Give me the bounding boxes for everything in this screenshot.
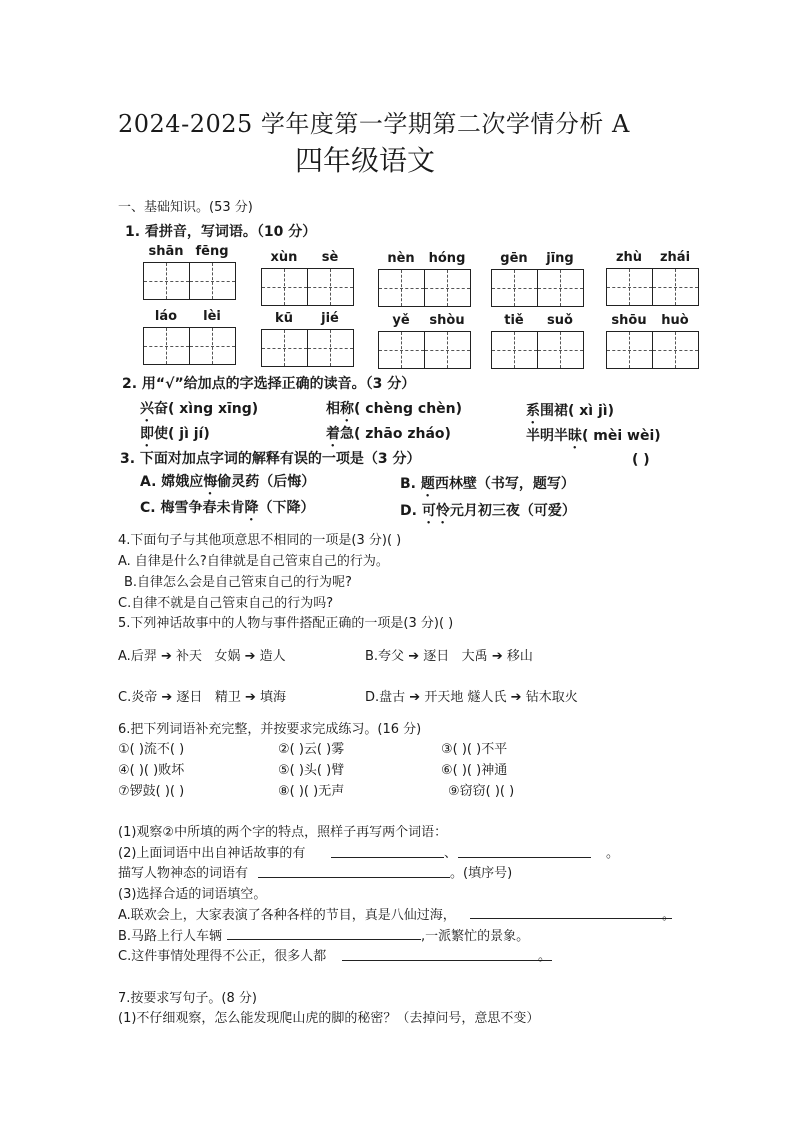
q6-fill-b-end: ,一派繁忙的景象。 <box>421 929 530 944</box>
writing-grid-box[interactable] <box>378 331 471 369</box>
q3-prompt: 3. 下面对加点字词的解释有误的一项是（3 分） <box>120 451 421 467</box>
q6-word-1[interactable]: ①( )流不( ) <box>118 742 185 757</box>
writing-grid-cell[interactable] <box>308 330 354 366</box>
writing-grid-box[interactable] <box>143 262 236 300</box>
q3-option-b[interactable]: B. 题西林壁（书写，题写） <box>400 476 575 492</box>
q6-word-3[interactable]: ③( )( )不平 <box>441 742 508 757</box>
pinyin-syllable: shòu <box>429 313 465 328</box>
q5-option-d[interactable]: D.盘古 ➔ 开天地 燧人氏 ➔ 钻木取火 <box>365 690 578 705</box>
q3-answer-paren[interactable]: ( ) <box>632 452 650 468</box>
q6-word-4[interactable]: ④( )( )败坏 <box>118 763 185 778</box>
pinyin-syllable: shān <box>148 244 184 259</box>
q6-sub2a-sep: 、 <box>444 846 458 861</box>
q3-option-c[interactable]: C. 梅雪争春未肯降（下降） <box>140 500 315 516</box>
q3-option-d[interactable]: D. 可怜元月初三夜（可爱） <box>400 503 576 519</box>
q6-fill-b: B.马路上行人车辆 <box>118 929 223 944</box>
pinyin-syllable: xùn <box>270 250 298 265</box>
pinyin-syllable: gēn <box>500 251 528 266</box>
q6-sub2b-blank[interactable] <box>258 877 450 878</box>
q6-sub2b-end: 。(填序号) <box>450 866 513 881</box>
arrow-right-icon: ➔ <box>408 649 420 664</box>
q4-option-c[interactable]: C.自律不就是自己管束自己的行为吗? <box>118 596 334 611</box>
writing-grid-box[interactable] <box>143 327 236 365</box>
q6-prompt: 6.把下列词语补充完整，并按要求完成练习。(16 分) <box>118 722 422 737</box>
writing-grid-cell[interactable] <box>492 332 538 368</box>
writing-grid-cell[interactable] <box>538 270 584 306</box>
q7-sub1: (1)不仔细观察，怎么能发现爬山虎的脚的秘密？（去掉问号，意思不变） <box>118 1011 540 1026</box>
pinyin-syllable: lèi <box>203 309 221 324</box>
section-heading: 一、基础知识。(53 分) <box>118 200 253 215</box>
pinyin-syllable: kū <box>275 311 293 326</box>
pinyin-syllable: fēng <box>195 244 229 259</box>
q5-option-b[interactable]: B.夸父 ➔ 逐日 大禹 ➔ 移山 <box>365 649 533 664</box>
pinyin-syllable: huò <box>661 313 689 328</box>
writing-grid-box[interactable] <box>606 331 699 369</box>
q6-word-9[interactable]: ⑨窃窃( )( ) <box>448 784 515 799</box>
writing-grid-cell[interactable] <box>607 332 653 368</box>
q6-sub2a-blank-1[interactable] <box>331 857 444 858</box>
q4-option-b[interactable]: B.自律怎么会是自己管束自己的行为呢? <box>124 575 352 590</box>
pinyin-syllable: zhái <box>659 250 691 265</box>
pinyin-syllable: láo <box>154 309 178 324</box>
arrow-right-icon: ➔ <box>244 690 256 705</box>
q6-word-7[interactable]: ⑦锣鼓( )( ) <box>118 784 185 799</box>
q6-fill-a-blank[interactable] <box>470 918 672 919</box>
q6-fill-b-blank[interactable] <box>227 939 421 940</box>
q4-prompt: 4.下面句子与其他项意思不相同的一项是(3 分)( ) <box>118 533 402 548</box>
writing-grid-cell[interactable] <box>425 270 471 306</box>
writing-grid-box[interactable] <box>606 268 699 306</box>
writing-grid-cell[interactable] <box>262 330 308 366</box>
q2-item-3: 系围裙( xì jì) <box>526 403 614 419</box>
writing-grid-box[interactable] <box>261 329 354 367</box>
writing-grid-box[interactable] <box>378 269 471 307</box>
q1-prompt: 1. 看拼音，写词语。（10 分） <box>125 224 317 240</box>
q2-item-4: 即使( jì jí) <box>140 426 210 442</box>
arrow-right-icon: ➔ <box>160 649 172 664</box>
writing-grid-box[interactable] <box>491 331 584 369</box>
q5-option-c[interactable]: C.炎帝 ➔ 逐日 精卫 ➔ 填海 <box>118 690 287 705</box>
writing-grid-cell[interactable] <box>190 328 236 364</box>
writing-grid-cell[interactable] <box>607 269 653 305</box>
writing-grid-cell[interactable] <box>653 332 699 368</box>
q3-option-a[interactable]: A. 嫦娥应悔偷灵药（后悔） <box>140 474 316 490</box>
arrow-right-icon: ➔ <box>161 690 173 705</box>
arrow-right-icon: ➔ <box>491 649 503 664</box>
writing-grid-cell[interactable] <box>653 269 699 305</box>
writing-grid-cell[interactable] <box>190 263 236 299</box>
q5-option-a[interactable]: A.后羿 ➔ 补天 女娲 ➔ 造人 <box>118 649 286 664</box>
q6-sub3: (3)选择合适的词语填空。 <box>118 887 267 902</box>
pinyin-syllable: zhù <box>615 250 643 265</box>
q6-fill-a-end: 。 <box>662 908 676 923</box>
page-title: 2024-2025 学年度第一学期第二次学情分析 A <box>118 110 630 138</box>
q2-item-5: 着急( zhāo zháo) <box>326 426 451 442</box>
q6-sub2a: (2)上面词语中出自神话故事的有 <box>118 846 306 861</box>
writing-grid-cell[interactable] <box>144 263 190 299</box>
q6-word-2[interactable]: ②( )云( )雾 <box>278 742 345 757</box>
writing-grid-cell[interactable] <box>262 269 308 305</box>
q7-prompt: 7.按要求写句子。(8 分) <box>118 991 257 1006</box>
writing-grid-cell[interactable] <box>308 269 354 305</box>
pinyin-syllable: sè <box>321 250 339 265</box>
q6-fill-c-end: 。 <box>538 949 552 964</box>
q5-prompt: 5.下列神话故事中的人物与事件搭配正确的一项是(3 分)( ) <box>118 616 454 631</box>
pinyin-syllable: jié <box>321 311 339 326</box>
q6-sub2a-end: 。 <box>606 846 620 861</box>
q6-word-5[interactable]: ⑤( )头( )臂 <box>278 763 345 778</box>
q6-fill-a: A.联欢会上，大家表演了各种各样的节目，真是八仙过海， <box>118 908 456 923</box>
arrow-right-icon: ➔ <box>409 690 421 705</box>
q6-word-6[interactable]: ⑥( )( )神通 <box>441 763 508 778</box>
q2-item-6: 半明半昧( mèi wèi) <box>526 428 661 444</box>
writing-grid-box[interactable] <box>261 268 354 306</box>
arrow-right-icon: ➔ <box>510 690 522 705</box>
q6-fill-c: C.这件事情处理得不公正，很多人都 <box>118 949 327 964</box>
q2-item-1: 兴奋( xìng xīng) <box>140 401 259 417</box>
q2-prompt: 2. 用“√”给加点的字选择正确的读音。（3 分） <box>122 376 416 392</box>
writing-grid-cell[interactable] <box>538 332 584 368</box>
q6-sub2b: 描写人物神态的词语有 <box>118 866 249 881</box>
pinyin-syllable: suǒ <box>547 313 573 328</box>
pinyin-syllable: jīng <box>546 251 574 266</box>
page-subtitle: 四年级语文 <box>295 144 436 177</box>
q6-sub2a-blank-2[interactable] <box>458 857 591 858</box>
pinyin-syllable: hóng <box>428 251 466 266</box>
q6-sub1: (1)观察②中所填的两个字的特点，照样子再写两个词语： <box>118 825 448 840</box>
writing-grid-cell[interactable] <box>379 270 425 306</box>
writing-grid-cell[interactable] <box>144 328 190 364</box>
writing-grid-cell[interactable] <box>379 332 425 368</box>
writing-grid-cell[interactable] <box>492 270 538 306</box>
pinyin-syllable: nèn <box>387 251 415 266</box>
q6-fill-c-blank[interactable] <box>342 960 552 961</box>
q4-option-a[interactable]: A. 自律是什么?自律就是自己管束自己的行为。 <box>118 554 389 569</box>
arrow-right-icon: ➔ <box>244 649 256 664</box>
pinyin-syllable: yě <box>392 313 410 328</box>
writing-grid-box[interactable] <box>491 269 584 307</box>
q6-word-8[interactable]: ⑧( )( )无声 <box>278 784 345 799</box>
pinyin-syllable: shōu <box>611 313 647 328</box>
pinyin-syllable: tiě <box>504 313 524 328</box>
writing-grid-cell[interactable] <box>425 332 471 368</box>
q2-item-2: 相称( chèng chèn) <box>326 401 463 417</box>
